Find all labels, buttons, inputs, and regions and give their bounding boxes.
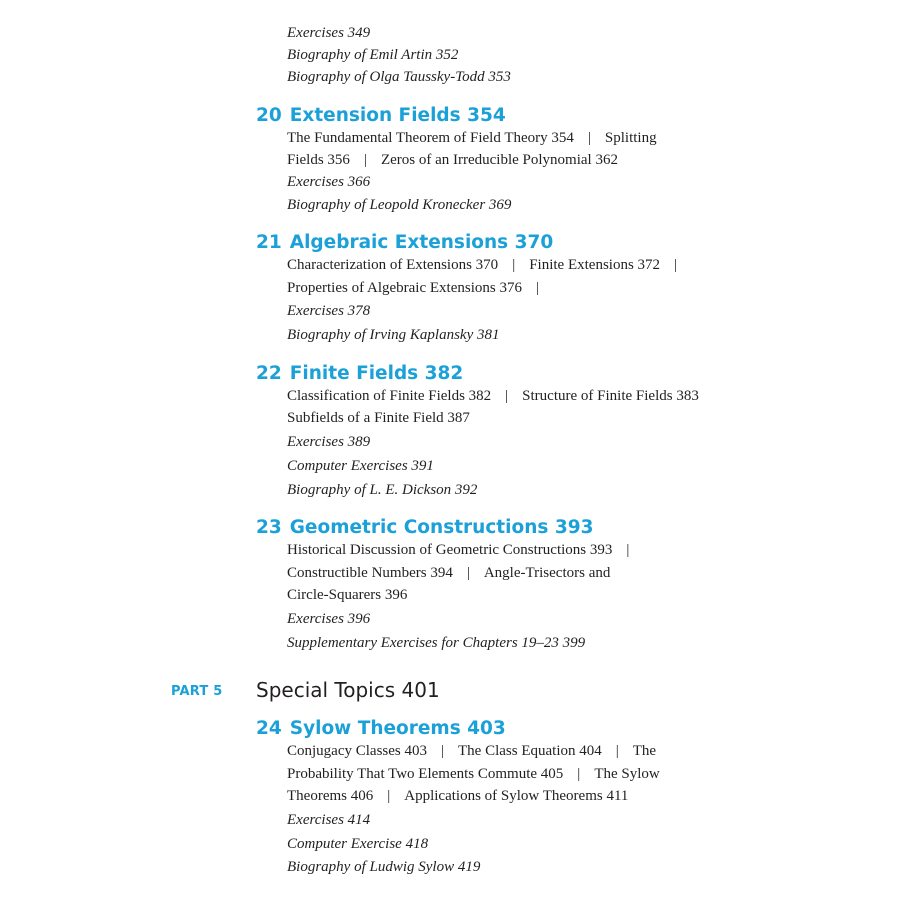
- chapter-number: 22: [256, 363, 282, 384]
- separator: |: [615, 743, 619, 759]
- toc-exercises-entry[interactable]: Exercises 366: [287, 174, 371, 190]
- toc-exercises-entry[interactable]: Exercises 389: [287, 434, 371, 450]
- separator: |: [441, 743, 445, 759]
- toc-section-line: [287, 256, 691, 274]
- toc-section-line: [287, 586, 407, 604]
- chapter-title: Extension Fields 354: [289, 105, 506, 126]
- toc-section-entry[interactable]: Constructible Numbers 394: [287, 565, 453, 581]
- part-label: PART 5: [171, 684, 223, 699]
- toc-section-entry[interactable]: Subfields of a Finite Field 387: [287, 410, 470, 426]
- toc-section-entry[interactable]: Applications of Sylow Theorems 411: [404, 788, 629, 804]
- part-title[interactable]: Special Topics 401: [256, 678, 440, 702]
- toc-section-line: [287, 151, 618, 169]
- toc-section-entry[interactable]: Characterization of Extensions 370: [287, 257, 499, 273]
- chapter-23-heading[interactable]: [256, 517, 593, 539]
- toc-supplementary-exercises-entry[interactable]: Supplementary Exercises for Chapters 19–23 399: [287, 635, 586, 651]
- toc-section-entry[interactable]: The: [632, 743, 657, 759]
- separator: |: [674, 257, 678, 273]
- toc-section-line: [287, 129, 657, 147]
- toc-biography-entry[interactable]: Biography of Leopold Kronecker 369: [287, 197, 512, 213]
- toc-section-entry[interactable]: Angle-Trisectors and: [483, 565, 611, 581]
- toc-section-line: [287, 742, 656, 760]
- toc-section-line: [287, 541, 643, 559]
- chapter-20-heading[interactable]: [256, 105, 506, 127]
- chapter-number: 20: [256, 105, 282, 126]
- toc-section-entry[interactable]: Zeros of an Irreducible Polynomial 362: [380, 152, 618, 168]
- toc-section-entry[interactable]: Conjugacy Classes 403: [287, 743, 427, 759]
- toc-exercises-entry[interactable]: Exercises 349: [287, 25, 371, 41]
- toc-exercises-entry[interactable]: Exercises 396: [287, 611, 371, 627]
- chapter-22-heading[interactable]: [256, 363, 463, 385]
- toc-biography-entry[interactable]: Biography of Ludwig Sylow 419: [287, 859, 481, 875]
- toc-section-entry[interactable]: Structure of Finite Fields 383: [522, 388, 699, 404]
- toc-section-line: [287, 787, 628, 805]
- toc-section-entry[interactable]: Theorems 406: [287, 788, 374, 804]
- toc-section-entry[interactable]: Historical Discussion of Geometric Constructions 393: [287, 542, 613, 558]
- toc-biography-entry[interactable]: Biography of Irving Kaplansky 381: [287, 327, 500, 343]
- chapter-21-heading[interactable]: [256, 232, 553, 254]
- separator: |: [535, 280, 539, 296]
- toc-section-entry[interactable]: Classification of Finite Fields 382: [287, 388, 492, 404]
- chapter-number: 21: [256, 232, 282, 253]
- separator: |: [466, 565, 470, 581]
- separator: |: [626, 542, 630, 558]
- toc-computer-exercises-entry[interactable]: Computer Exercise 418: [287, 836, 429, 852]
- chapter-number: 24: [256, 718, 282, 739]
- chapter-title: Geometric Constructions 393: [289, 517, 594, 538]
- toc-section-line: [287, 387, 699, 405]
- chapter-number: 23: [256, 517, 282, 538]
- separator: |: [512, 257, 516, 273]
- chapter-title: Finite Fields 382: [289, 363, 464, 384]
- toc-biography-entry[interactable]: Biography of Olga Taussky-Todd 353: [287, 69, 511, 85]
- toc-section-entry[interactable]: The Sylow: [594, 766, 660, 782]
- separator: |: [587, 130, 591, 146]
- toc-section-entry[interactable]: Fields 356: [287, 152, 350, 168]
- separator: |: [363, 152, 367, 168]
- toc-exercises-entry[interactable]: Exercises 378: [287, 303, 371, 319]
- separator: |: [387, 788, 391, 804]
- toc-computer-exercises-entry[interactable]: Computer Exercises 391: [287, 458, 434, 474]
- toc-section-line: [287, 765, 660, 783]
- separator: |: [577, 766, 581, 782]
- toc-exercises-entry[interactable]: Exercises 414: [287, 812, 371, 828]
- toc-section-entry[interactable]: Properties of Algebraic Extensions 376: [287, 280, 522, 296]
- chapter-title: Algebraic Extensions 370: [289, 232, 554, 253]
- toc-section-line: [287, 409, 470, 427]
- toc-section-entry[interactable]: Splitting: [604, 130, 657, 146]
- toc-biography-entry[interactable]: Biography of L. E. Dickson 392: [287, 482, 478, 498]
- toc-biography-entry[interactable]: Biography of Emil Artin 352: [287, 47, 459, 63]
- toc-section-entry[interactable]: Circle-Squarers 396: [287, 587, 408, 603]
- chapter-24-heading[interactable]: [256, 718, 506, 740]
- chapter-title: Sylow Theorems 403: [289, 718, 506, 739]
- toc-section-line: [287, 564, 610, 582]
- toc-section-entry[interactable]: The Class Equation 404: [458, 743, 602, 759]
- toc-section-entry[interactable]: Finite Extensions 372: [529, 257, 661, 273]
- toc-section-line: [287, 279, 553, 297]
- separator: |: [505, 388, 509, 404]
- toc-section-entry[interactable]: Probability That Two Elements Commute 405: [287, 766, 564, 782]
- toc-section-entry[interactable]: The Fundamental Theorem of Field Theory 354: [287, 130, 574, 146]
